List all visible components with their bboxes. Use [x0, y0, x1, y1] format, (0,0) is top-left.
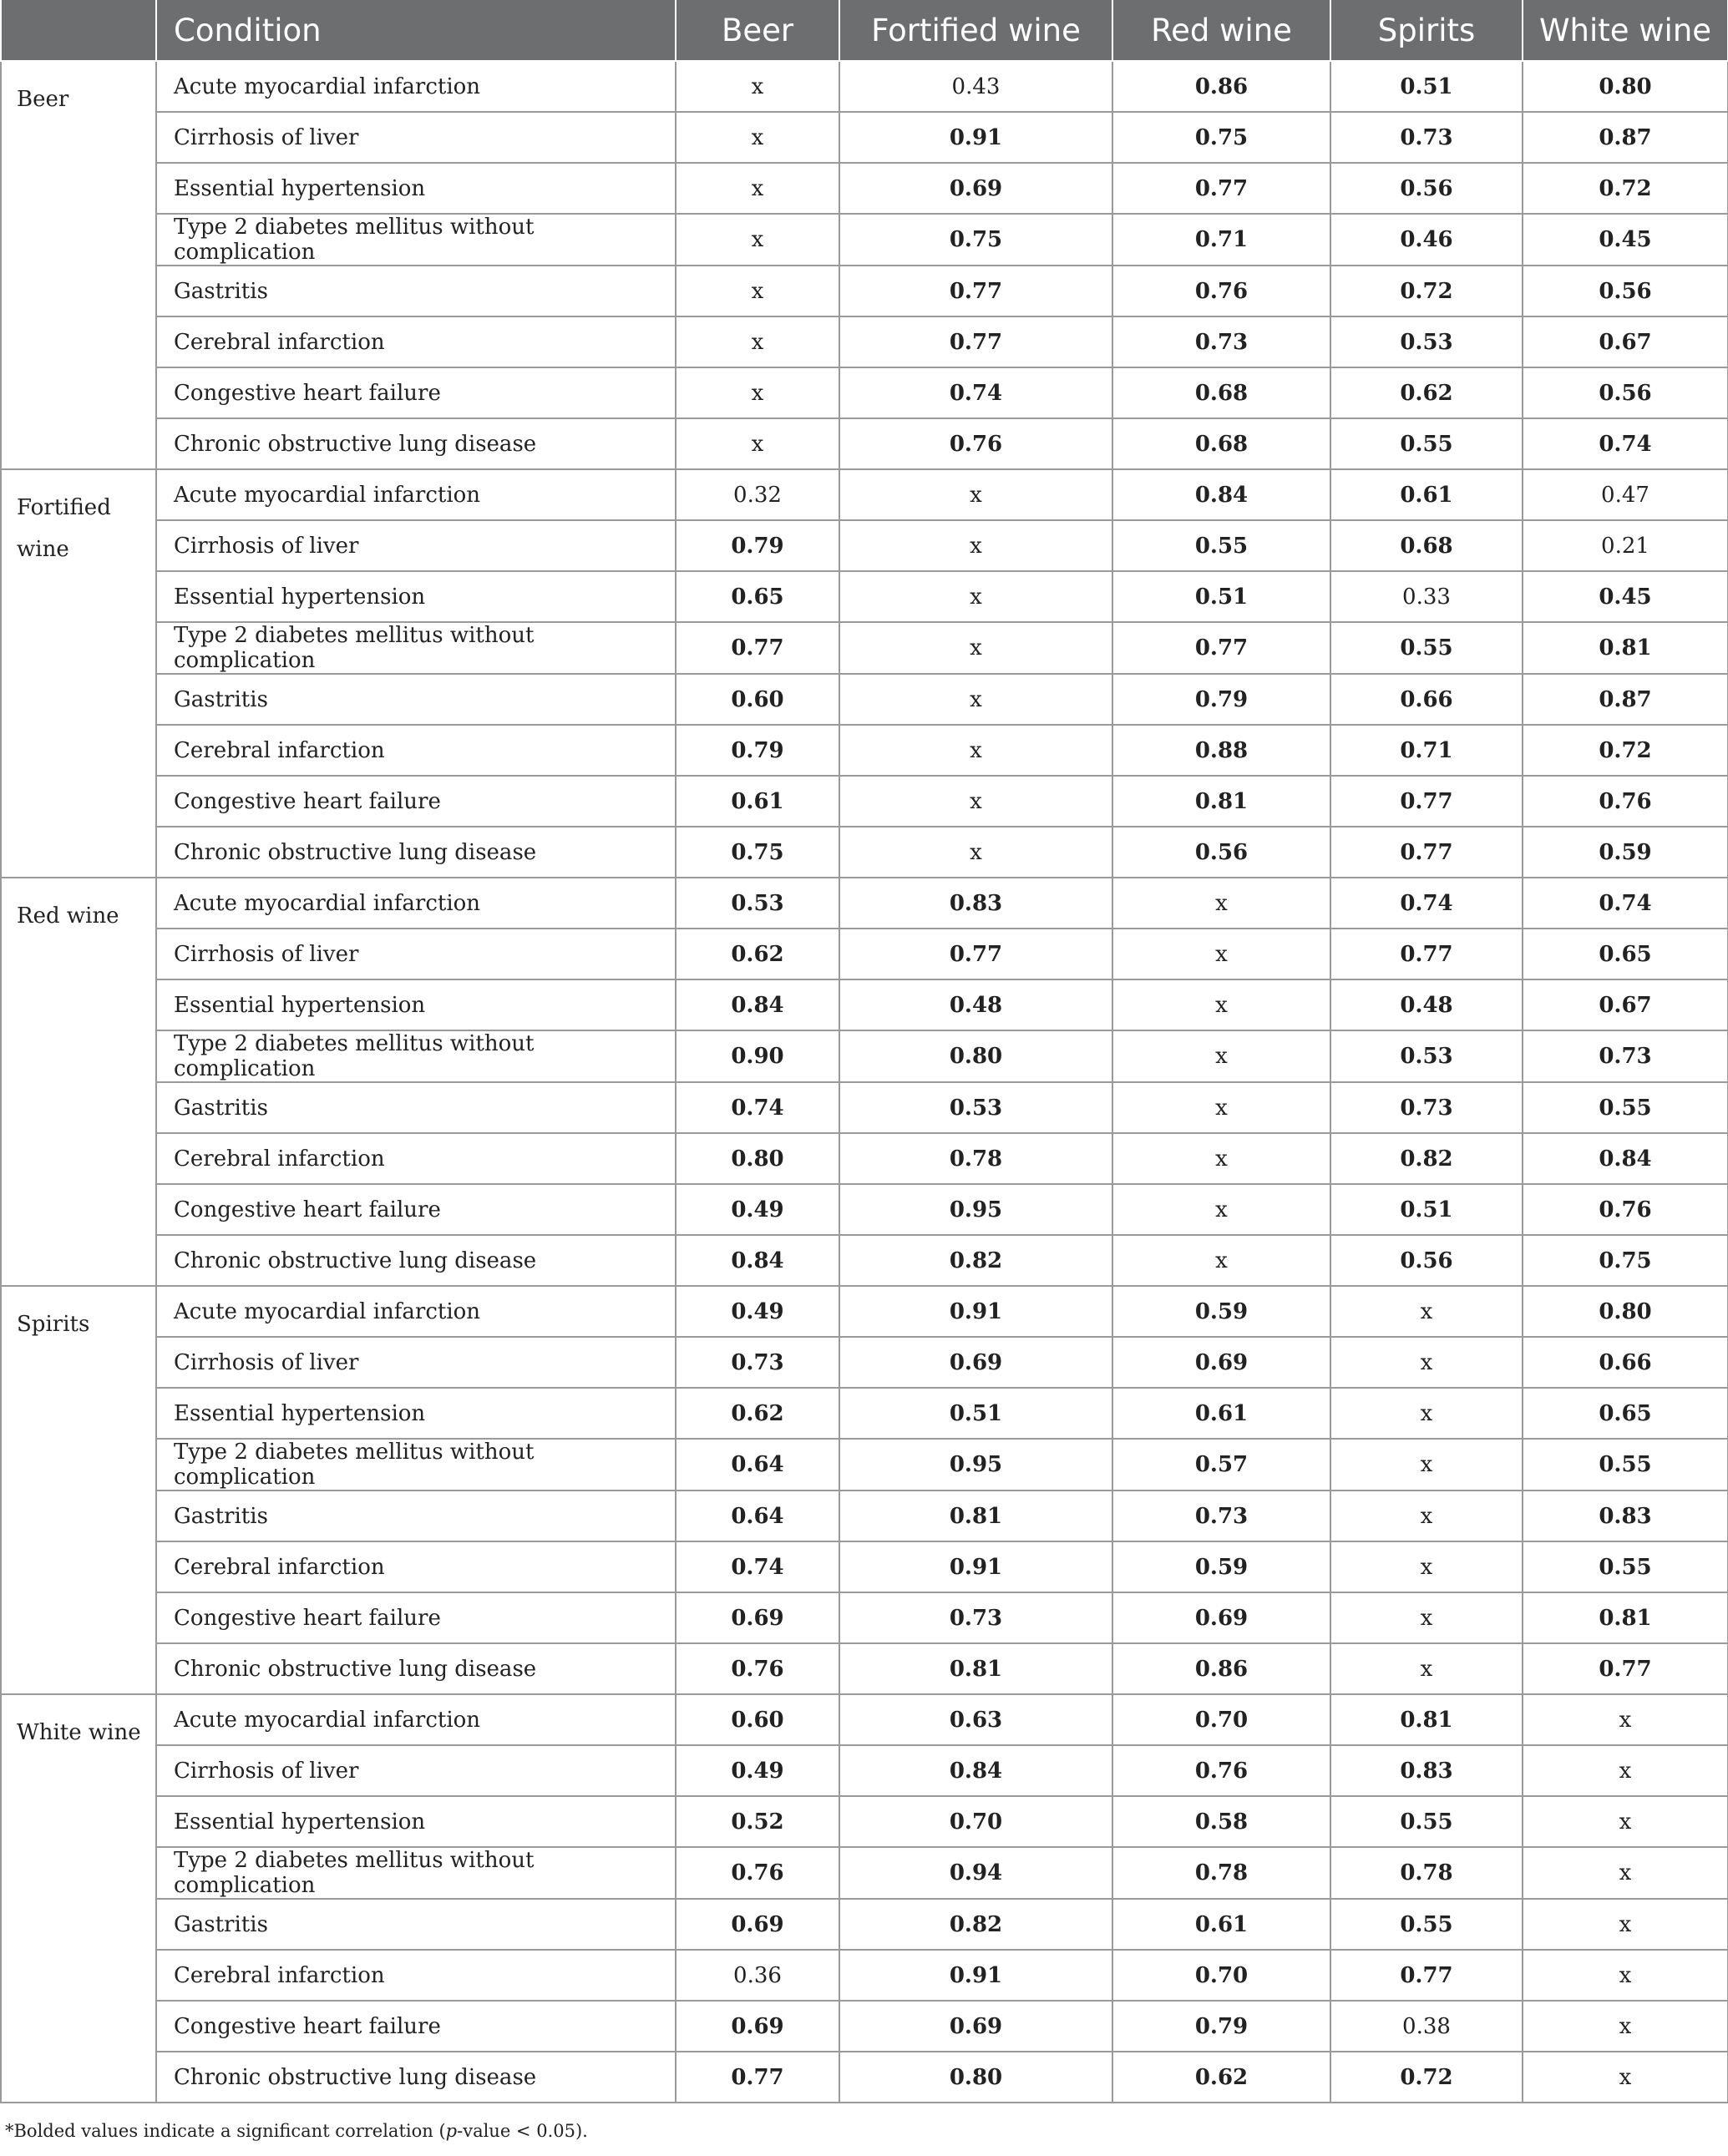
condition-cell: Gastritis	[156, 1082, 676, 1133]
value-cell: 0.73	[839, 1592, 1112, 1643]
value-cell: 0.48	[1330, 979, 1523, 1030]
table-header	[1, 0, 1728, 61]
value-cell: 0.57	[1112, 1439, 1330, 1490]
condition-cell: Type 2 diabetes mellitus without complication	[156, 1439, 676, 1490]
table-row	[1, 571, 1728, 622]
condition-cell: Cirrhosis of liver	[156, 112, 676, 163]
value-cell: 0.83	[1330, 1745, 1523, 1796]
value-cell: 0.75	[1523, 1235, 1728, 1286]
value-cell: 0.65	[1523, 929, 1728, 979]
value-cell: x	[839, 776, 1112, 827]
value-cell: x	[1112, 979, 1330, 1030]
value-cell: 0.51	[1330, 1184, 1523, 1235]
condition-cell: Congestive heart failure	[156, 1184, 676, 1235]
value-cell: 0.84	[676, 1235, 839, 1286]
value-cell: 0.45	[1523, 571, 1728, 622]
condition-cell: Type 2 diabetes mellitus without complication	[156, 1030, 676, 1082]
table-row	[1, 1541, 1728, 1592]
value-cell: 0.88	[1112, 725, 1330, 776]
value-cell: 0.91	[839, 1950, 1112, 2001]
value-cell: 0.74	[839, 367, 1112, 418]
row-group-label: White wine	[1, 1694, 156, 2103]
value-cell: 0.69	[839, 1337, 1112, 1388]
condition-cell: Cerebral infarction	[156, 316, 676, 367]
table-body	[1, 61, 1728, 2103]
value-cell: x	[1523, 1899, 1728, 1950]
value-cell: 0.77	[839, 316, 1112, 367]
value-cell: 0.61	[1112, 1899, 1330, 1950]
value-cell: 0.82	[839, 1235, 1112, 1286]
value-cell: x	[1330, 1541, 1523, 1592]
value-cell: 0.52	[676, 1796, 839, 1847]
value-cell: 0.74	[676, 1082, 839, 1133]
value-cell: 0.74	[676, 1541, 839, 1592]
value-cell: 0.69	[676, 1899, 839, 1950]
value-cell: 0.66	[1523, 1337, 1728, 1388]
value-cell: x	[1330, 1490, 1523, 1541]
condition-cell: Acute myocardial infarction	[156, 1286, 676, 1337]
value-cell: 0.49	[676, 1745, 839, 1796]
condition-cell: Acute myocardial infarction	[156, 878, 676, 929]
condition-cell: Cerebral infarction	[156, 1541, 676, 1592]
condition-cell: Essential hypertension	[156, 571, 676, 622]
value-cell: 0.72	[1523, 725, 1728, 776]
value-cell: 0.81	[1112, 776, 1330, 827]
value-cell: x	[1523, 1847, 1728, 1899]
value-cell: 0.78	[1330, 1847, 1523, 1899]
value-cell: x	[1112, 1184, 1330, 1235]
value-cell: 0.77	[676, 622, 839, 674]
value-cell: 0.48	[839, 979, 1112, 1030]
value-cell: 0.68	[1112, 418, 1330, 469]
table-row	[1, 1235, 1728, 1286]
value-cell: 0.95	[839, 1439, 1112, 1490]
value-cell: 0.59	[1112, 1541, 1330, 1592]
value-cell: 0.76	[1523, 776, 1728, 827]
condition-cell: Gastritis	[156, 674, 676, 725]
row-group-label: Beer	[1, 61, 156, 469]
value-cell: 0.60	[676, 1694, 839, 1745]
table-row	[1, 979, 1728, 1030]
value-cell: 0.56	[1330, 1235, 1523, 1286]
value-cell: 0.70	[1112, 1950, 1330, 2001]
value-cell: 0.38	[1330, 2001, 1523, 2052]
value-cell: 0.62	[676, 929, 839, 979]
condition-cell: Acute myocardial infarction	[156, 61, 676, 112]
value-cell: 0.61	[676, 776, 839, 827]
table-row	[1, 1490, 1728, 1541]
value-cell: x	[1523, 2052, 1728, 2103]
footnote-p-italic: p	[445, 2121, 458, 2141]
value-cell: 0.74	[1330, 878, 1523, 929]
value-cell: 0.84	[1523, 1133, 1728, 1184]
value-cell: 0.49	[676, 1286, 839, 1337]
value-cell: 0.33	[1330, 571, 1523, 622]
value-cell: x	[839, 725, 1112, 776]
value-cell: 0.91	[839, 112, 1112, 163]
value-cell: x	[1112, 929, 1330, 979]
value-cell: x	[1523, 1950, 1728, 2001]
table-row	[1, 2052, 1728, 2103]
header-col-beer: Beer	[676, 0, 839, 61]
table-row	[1, 776, 1728, 827]
table-row	[1, 163, 1728, 214]
condition-cell: Cirrhosis of liver	[156, 520, 676, 571]
value-cell: 0.53	[1330, 1030, 1523, 1082]
condition-cell: Gastritis	[156, 1899, 676, 1950]
row-group-label: Spirits	[1, 1286, 156, 1694]
value-cell: x	[1523, 2001, 1728, 2052]
value-cell: 0.79	[676, 520, 839, 571]
table-row	[1, 622, 1728, 674]
value-cell: 0.78	[839, 1133, 1112, 1184]
value-cell: 0.66	[1330, 674, 1523, 725]
value-cell: x	[1330, 1286, 1523, 1337]
condition-cell: Essential hypertension	[156, 163, 676, 214]
value-cell: 0.65	[676, 571, 839, 622]
value-cell: x	[1112, 1082, 1330, 1133]
table-row	[1, 878, 1728, 929]
table-row	[1, 469, 1728, 520]
value-cell: 0.68	[1112, 367, 1330, 418]
table-row	[1, 266, 1728, 316]
table-row	[1, 418, 1728, 469]
value-cell: 0.70	[839, 1796, 1112, 1847]
value-cell: x	[1330, 1592, 1523, 1643]
value-cell: 0.55	[1523, 1541, 1728, 1592]
value-cell: x	[839, 827, 1112, 878]
value-cell: 0.69	[1112, 1592, 1330, 1643]
condition-cell: Cirrhosis of liver	[156, 1337, 676, 1388]
table-row	[1, 1439, 1728, 1490]
value-cell: x	[1112, 1235, 1330, 1286]
header-corner	[1, 0, 156, 61]
value-cell: 0.79	[1112, 674, 1330, 725]
value-cell: 0.80	[839, 2052, 1112, 2103]
value-cell: 0.76	[1112, 266, 1330, 316]
value-cell: x	[1523, 1745, 1728, 1796]
table-row	[1, 827, 1728, 878]
value-cell: 0.45	[1523, 214, 1728, 266]
value-cell: 0.53	[1330, 316, 1523, 367]
condition-cell: Essential hypertension	[156, 1388, 676, 1439]
value-cell: 0.72	[1523, 163, 1728, 214]
condition-cell: Congestive heart failure	[156, 776, 676, 827]
value-cell: 0.76	[839, 418, 1112, 469]
value-cell: 0.56	[1523, 266, 1728, 316]
value-cell: 0.62	[676, 1388, 839, 1439]
table-row	[1, 61, 1728, 112]
condition-cell: Essential hypertension	[156, 979, 676, 1030]
header-col-red-wine: Red wine	[1112, 0, 1330, 61]
value-cell: 0.87	[1523, 112, 1728, 163]
value-cell: 0.73	[1330, 1082, 1523, 1133]
value-cell: x	[1330, 1337, 1523, 1388]
table-row	[1, 1388, 1728, 1439]
value-cell: 0.80	[839, 1030, 1112, 1082]
value-cell: 0.74	[1523, 878, 1728, 929]
value-cell: x	[676, 316, 839, 367]
value-cell: 0.73	[1523, 1030, 1728, 1082]
table-row	[1, 1133, 1728, 1184]
value-cell: x	[1112, 1133, 1330, 1184]
value-cell: 0.91	[839, 1286, 1112, 1337]
value-cell: x	[1523, 1796, 1728, 1847]
value-cell: 0.69	[839, 163, 1112, 214]
value-cell: 0.62	[1330, 367, 1523, 418]
value-cell: 0.70	[1112, 1694, 1330, 1745]
value-cell: 0.74	[1523, 418, 1728, 469]
value-cell: 0.51	[1330, 61, 1523, 112]
value-cell: 0.77	[676, 2052, 839, 2103]
table-row	[1, 316, 1728, 367]
value-cell: x	[1112, 878, 1330, 929]
value-cell: 0.61	[1112, 1388, 1330, 1439]
value-cell: 0.80	[1523, 61, 1728, 112]
condition-cell: Cerebral infarction	[156, 1133, 676, 1184]
value-cell: 0.53	[676, 878, 839, 929]
value-cell: 0.81	[839, 1643, 1112, 1694]
table-row	[1, 1030, 1728, 1082]
header-col-fortified-wine: Fortified wine	[839, 0, 1112, 61]
value-cell: 0.64	[676, 1490, 839, 1541]
footnote	[5, 2121, 588, 2141]
value-cell: 0.55	[1112, 520, 1330, 571]
value-cell: 0.55	[1523, 1439, 1728, 1490]
value-cell: 0.80	[676, 1133, 839, 1184]
value-cell: 0.79	[676, 725, 839, 776]
condition-cell: Chronic obstructive lung disease	[156, 2052, 676, 2103]
value-cell: x	[1330, 1643, 1523, 1694]
value-cell: 0.21	[1523, 520, 1728, 571]
condition-cell: Gastritis	[156, 266, 676, 316]
value-cell: x	[1523, 1694, 1728, 1745]
value-cell: 0.47	[1523, 469, 1728, 520]
condition-cell: Chronic obstructive lung disease	[156, 827, 676, 878]
value-cell: 0.64	[676, 1439, 839, 1490]
value-cell: 0.76	[1523, 1184, 1728, 1235]
value-cell: 0.59	[1112, 1286, 1330, 1337]
value-cell: x	[676, 418, 839, 469]
footnote-text-end: -value < 0.05).	[457, 2121, 588, 2141]
header-condition: Condition	[156, 0, 676, 61]
value-cell: 0.53	[839, 1082, 1112, 1133]
table-row	[1, 1847, 1728, 1899]
value-cell: 0.69	[839, 2001, 1112, 2052]
value-cell: 0.58	[1112, 1796, 1330, 1847]
table-row	[1, 214, 1728, 266]
table-row	[1, 520, 1728, 571]
value-cell: 0.81	[1523, 622, 1728, 674]
value-cell: 0.77	[1330, 776, 1523, 827]
condition-cell: Acute myocardial infarction	[156, 469, 676, 520]
value-cell: 0.55	[1330, 1796, 1523, 1847]
value-cell: 0.77	[1330, 827, 1523, 878]
table-row	[1, 1694, 1728, 1745]
value-cell: 0.91	[839, 1541, 1112, 1592]
value-cell: x	[676, 163, 839, 214]
value-cell: 0.79	[1112, 2001, 1330, 2052]
table-row	[1, 2001, 1728, 2052]
value-cell: 0.67	[1523, 316, 1728, 367]
value-cell: 0.82	[1330, 1133, 1523, 1184]
condition-cell: Cerebral infarction	[156, 1950, 676, 2001]
value-cell: x	[1330, 1388, 1523, 1439]
value-cell: 0.73	[676, 1337, 839, 1388]
value-cell: 0.84	[839, 1745, 1112, 1796]
value-cell: 0.71	[1112, 214, 1330, 266]
value-cell: 0.84	[676, 979, 839, 1030]
footnote-text: *Bolded values indicate a significant correlation (	[5, 2121, 446, 2141]
row-group-label: Fortified wine	[1, 469, 156, 878]
value-cell: 0.77	[1112, 622, 1330, 674]
table-row	[1, 1286, 1728, 1337]
condition-cell: Cirrhosis of liver	[156, 929, 676, 979]
value-cell: 0.67	[1523, 979, 1728, 1030]
value-cell: 0.68	[1330, 520, 1523, 571]
condition-cell: Chronic obstructive lung disease	[156, 1235, 676, 1286]
value-cell: 0.55	[1330, 1899, 1523, 1950]
value-cell: 0.72	[1330, 266, 1523, 316]
value-cell: 0.59	[1523, 827, 1728, 878]
value-cell: 0.32	[676, 469, 839, 520]
table-row	[1, 1745, 1728, 1796]
value-cell: 0.73	[1112, 316, 1330, 367]
table-row	[1, 674, 1728, 725]
value-cell: 0.36	[676, 1950, 839, 2001]
value-cell: 0.76	[1112, 1745, 1330, 1796]
value-cell: x	[676, 112, 839, 163]
value-cell: 0.69	[1112, 1337, 1330, 1388]
value-cell: 0.81	[1330, 1694, 1523, 1745]
value-cell: 0.55	[1330, 622, 1523, 674]
value-cell: 0.80	[1523, 1286, 1728, 1337]
table-row	[1, 1082, 1728, 1133]
condition-cell: Congestive heart failure	[156, 1592, 676, 1643]
value-cell: 0.55	[1523, 1082, 1728, 1133]
value-cell: x	[1112, 1030, 1330, 1082]
value-cell: 0.65	[1523, 1388, 1728, 1439]
value-cell: 0.81	[839, 1490, 1112, 1541]
value-cell: 0.56	[1112, 827, 1330, 878]
condition-cell: Cirrhosis of liver	[156, 1745, 676, 1796]
value-cell: 0.77	[1112, 163, 1330, 214]
value-cell: 0.73	[1330, 112, 1523, 163]
value-cell: 0.86	[1112, 61, 1330, 112]
value-cell: 0.77	[1330, 1950, 1523, 2001]
table-row	[1, 929, 1728, 979]
value-cell: 0.94	[839, 1847, 1112, 1899]
value-cell: x	[676, 61, 839, 112]
value-cell: 0.75	[676, 827, 839, 878]
condition-cell: Congestive heart failure	[156, 367, 676, 418]
table-row	[1, 367, 1728, 418]
value-cell: 0.73	[1112, 1490, 1330, 1541]
value-cell: 0.71	[1330, 725, 1523, 776]
value-cell: x	[839, 520, 1112, 571]
value-cell: 0.83	[839, 878, 1112, 929]
condition-cell: Acute myocardial infarction	[156, 1694, 676, 1745]
value-cell: 0.84	[1112, 469, 1330, 520]
value-cell: 0.43	[839, 61, 1112, 112]
value-cell: 0.77	[839, 929, 1112, 979]
value-cell: 0.82	[839, 1899, 1112, 1950]
value-cell: 0.51	[839, 1388, 1112, 1439]
table-row	[1, 1592, 1728, 1643]
value-cell: 0.56	[1523, 367, 1728, 418]
table-row	[1, 1184, 1728, 1235]
condition-cell: Type 2 diabetes mellitus without complication	[156, 214, 676, 266]
table-row	[1, 1950, 1728, 2001]
table-row	[1, 112, 1728, 163]
table-row	[1, 1796, 1728, 1847]
table-row	[1, 1643, 1728, 1694]
condition-cell: Gastritis	[156, 1490, 676, 1541]
table-row	[1, 725, 1728, 776]
value-cell: 0.95	[839, 1184, 1112, 1235]
condition-cell: Essential hypertension	[156, 1796, 676, 1847]
value-cell: 0.87	[1523, 674, 1728, 725]
value-cell: x	[676, 214, 839, 266]
value-cell: 0.63	[839, 1694, 1112, 1745]
value-cell: x	[676, 266, 839, 316]
value-cell: 0.76	[676, 1847, 839, 1899]
value-cell: 0.61	[1330, 469, 1523, 520]
value-cell: 0.51	[1112, 571, 1330, 622]
value-cell: x	[839, 571, 1112, 622]
value-cell: 0.49	[676, 1184, 839, 1235]
value-cell: 0.86	[1112, 1643, 1330, 1694]
value-cell: x	[676, 367, 839, 418]
value-cell: x	[839, 469, 1112, 520]
condition-cell: Type 2 diabetes mellitus without complication	[156, 1847, 676, 1899]
value-cell: 0.77	[1523, 1643, 1728, 1694]
value-cell: 0.77	[839, 266, 1112, 316]
condition-cell: Chronic obstructive lung disease	[156, 1643, 676, 1694]
condition-cell: Cerebral infarction	[156, 725, 676, 776]
value-cell: 0.46	[1330, 214, 1523, 266]
header-col-white-wine: White wine	[1523, 0, 1728, 61]
condition-cell: Type 2 diabetes mellitus without complication	[156, 622, 676, 674]
value-cell: 0.76	[676, 1643, 839, 1694]
header-row	[1, 0, 1728, 61]
value-cell: 0.62	[1112, 2052, 1330, 2103]
table-row	[1, 1899, 1728, 1950]
value-cell: 0.78	[1112, 1847, 1330, 1899]
value-cell: 0.72	[1330, 2052, 1523, 2103]
value-cell: 0.75	[1112, 112, 1330, 163]
row-group-label: Red wine	[1, 878, 156, 1286]
value-cell: 0.75	[839, 214, 1112, 266]
table-row	[1, 1337, 1728, 1388]
value-cell: x	[839, 674, 1112, 725]
value-cell: 0.83	[1523, 1490, 1728, 1541]
value-cell: 0.77	[1330, 929, 1523, 979]
value-cell: 0.56	[1330, 163, 1523, 214]
value-cell: 0.69	[676, 1592, 839, 1643]
value-cell: 0.55	[1330, 418, 1523, 469]
value-cell: x	[839, 622, 1112, 674]
value-cell: x	[1330, 1439, 1523, 1490]
condition-cell: Congestive heart failure	[156, 2001, 676, 2052]
condition-cell: Chronic obstructive lung disease	[156, 418, 676, 469]
value-cell: 0.60	[676, 674, 839, 725]
value-cell: 0.90	[676, 1030, 839, 1082]
value-cell: 0.81	[1523, 1592, 1728, 1643]
header-col-spirits: Spirits	[1330, 0, 1523, 61]
value-cell: 0.69	[676, 2001, 839, 2052]
